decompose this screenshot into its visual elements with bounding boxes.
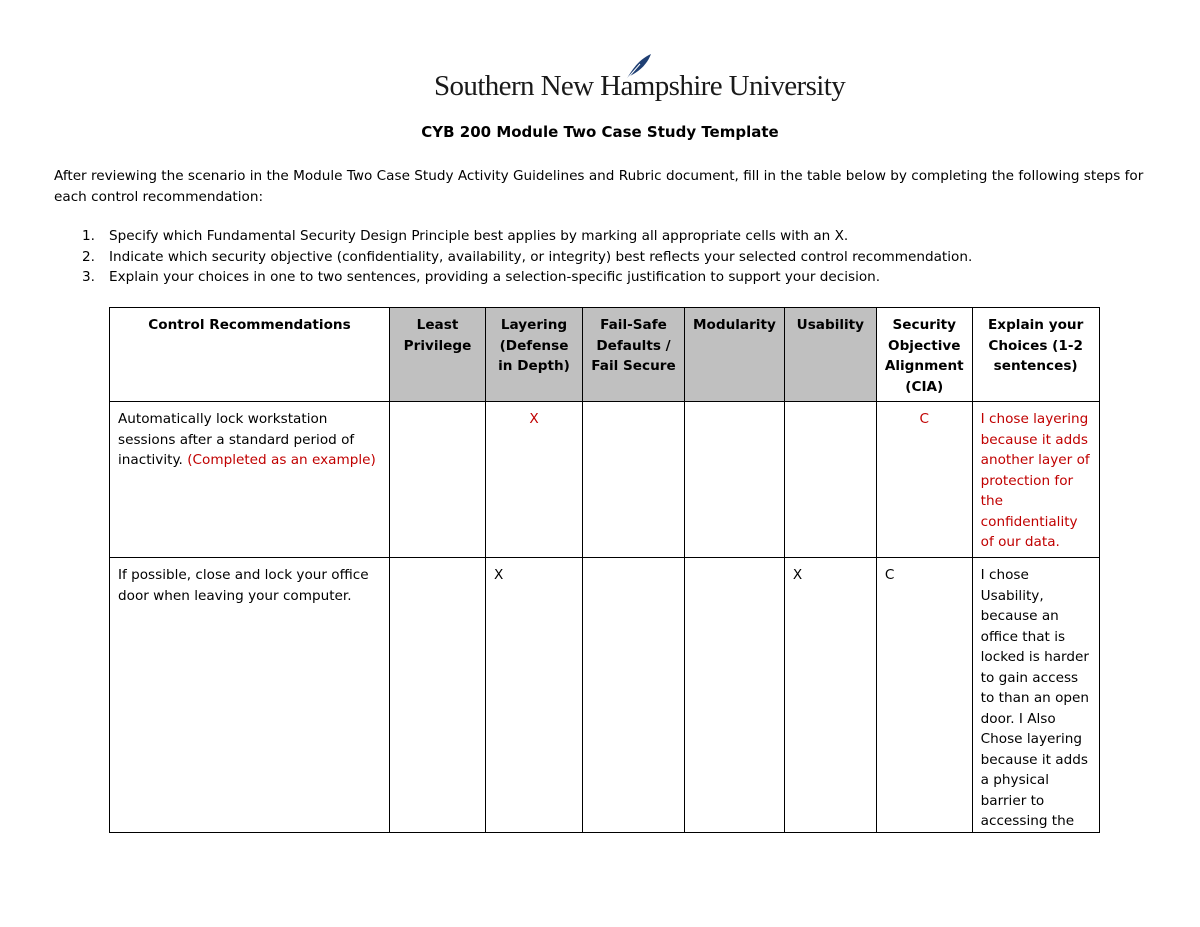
layering-cell[interactable]: X (486, 558, 583, 833)
table-row (110, 402, 1100, 558)
university-logo (434, 52, 846, 108)
cia-cell[interactable]: C (876, 402, 972, 558)
example-note: (Completed as an example) (187, 452, 376, 468)
document-title: CYB 200 Module Two Case Study Template (421, 123, 779, 141)
layering-cell[interactable]: X (486, 402, 583, 558)
explanation-cell[interactable]: I chose layering because it adds another layer of protection for the confidentiality of our data. (972, 402, 1099, 558)
header-modularity: Modularity (685, 308, 785, 402)
step-item: 3. Explain your choices in one to two sentences, providing a selection-specific justification to support your decision. (82, 269, 881, 285)
intro-paragraph: After reviewing the scenario in the Module Two Case Study Activity Guidelines and Rubric document, fill in the table below by completing the following steps for each control recommendation: (54, 168, 1144, 205)
table-header-row (110, 308, 1100, 402)
least-privilege-cell[interactable] (390, 402, 486, 558)
logo-wordmark: Southern New Hampshire University (434, 70, 846, 102)
fail-safe-cell[interactable] (583, 402, 685, 558)
least-privilege-cell[interactable] (390, 558, 486, 833)
modularity-cell[interactable] (685, 402, 785, 558)
control-recommendations-table (109, 307, 1100, 833)
header-control-recommendations: Control Recommendations (110, 308, 390, 402)
explanation-cell[interactable]: I chose Usability, because an office that is locked is harder to gain access to than an open door. I Also Chose layering because it adds a physical barrier to accessing the (972, 558, 1099, 833)
modularity-cell[interactable] (685, 558, 785, 833)
header-layering: Layering (Defense in Depth) (486, 308, 583, 402)
step-item: 1. Specify which Fundamental Security Design Principle best applies by marking all appropriate cells with an X. (82, 228, 849, 244)
table-row (110, 558, 1100, 833)
instruction-steps (54, 226, 972, 288)
header-usability: Usability (784, 308, 876, 402)
header-security-objective: Security Objective Alignment (CIA) (876, 308, 972, 402)
usability-cell[interactable]: X (784, 558, 876, 833)
header-least-privilege: Least Privilege (390, 308, 486, 402)
usability-cell[interactable] (784, 402, 876, 558)
recommendation-cell[interactable]: If possible, close and lock your office door when leaving your computer. (110, 558, 390, 833)
header-fail-safe: Fail-Safe Defaults / Fail Secure (583, 308, 685, 402)
recommendation-cell[interactable]: Automatically lock workstation sessions after a standard period of inactivity. (Completed as an example) (110, 402, 390, 558)
cia-cell[interactable]: C (876, 558, 972, 833)
step-item: 2. Indicate which security objective (confidentiality, availability, or integrity) best reflects your selected control recommendation. (82, 248, 973, 265)
fail-safe-cell[interactable] (583, 558, 685, 833)
header-explain-choices: Explain your Choices (1-2 sentences) (972, 308, 1099, 402)
